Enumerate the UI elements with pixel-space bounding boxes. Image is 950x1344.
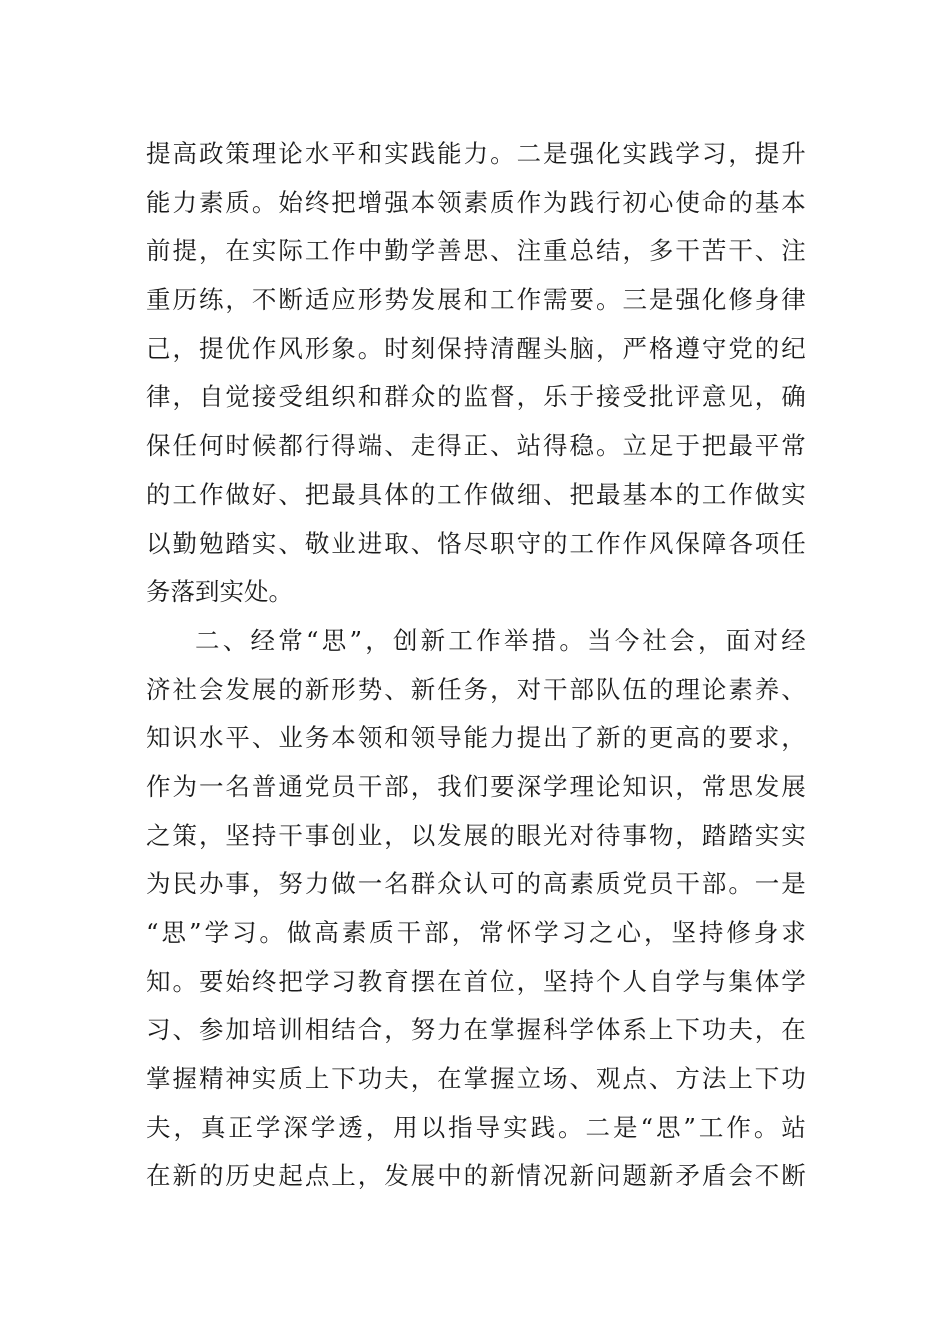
text-line: 的 工 作 做 好 、 把 最 具 体 的 工 作 做 细 、 把 最 基 本 的 工 作 做 实 [146, 479, 806, 509]
text-line: 保 任 何 时 候 都 行 得 端 、 走 得 正 、 站 得 稳 。 立 足 于 把 最 平 常 [146, 431, 806, 461]
body-text [146, 130, 806, 1201]
text-line: 作 为 一 名 普 通 党 员 干 部 ， 我 们 要 深 学 理 论 知 识 ， 常 思 发 展 [146, 771, 806, 801]
text-line: 己 ， 提 优 作 风 形 象 。 时 刻 保 持 清 醒 头 脑 ， 严 格 遵 守 党 的 纪 [146, 333, 806, 363]
paragraph-first-line: 二 、 经 常 “ 思 ” ， 创 新 工 作 举 措 。 当 今 社 会 ， 面 对 经 [195, 625, 806, 655]
text-line: 济 社 会 发 展 的 新 形 势 、 新 任 务 ， 对 干 部 队 伍 的 理 论 素 养 、 [146, 674, 806, 704]
text-line: 掌 握 精 神 实 质 上 下 功 夫 ， 在 掌 握 立 场 、 观 点 、 方 法 上 下 功 [146, 1064, 806, 1094]
text-line: 前 提 ， 在 实 际 工 作 中 勤 学 善 思 、 注 重 总 结 ， 多 干 苦 干 、 注 [146, 236, 806, 266]
text-line: 习 、 参 加 培 训 相 结 合 ， 努 力 在 掌 握 科 学 体 系 上 下 功 夫 ， 在 [146, 1015, 806, 1045]
text-line: 律 ， 自 觉 接 受 组 织 和 群 众 的 监 督 ， 乐 于 接 受 批 评 意 见 ， 确 [146, 382, 806, 412]
text-line: “ 思 ” 学 习 。 做 高 素 质 干 部 ， 常 怀 学 习 之 心 ， 坚 持 修 身 求 [146, 918, 806, 947]
text-line: 夫 ， 真 正 学 深 学 透 ， 用 以 指 导 实 践 。 二 是 “ 思 ” 工 作 。 站 [146, 1112, 806, 1142]
text-line: 为 民 办 事 ， 努 力 做 一 名 群 众 认 可 的 高 素 质 党 员 干 部 。 一 是 [146, 869, 806, 899]
text-line: 知 。 要 始 终 把 学 习 教 育 摆 在 首 位 ， 坚 持 个 人 自 学 与 集 体 学 [146, 966, 806, 996]
text-line: 提 高 政 策 理 论 水 平 和 实 践 能 力 。 二 是 强 化 实 践 学 习 ， 提 升 [146, 139, 806, 168]
text-line: 以 勤 勉 踏 实 、 敬 业 进 取 、 恪 尽 职 守 的 工 作 作 风 保 障 各 项 任 [146, 528, 806, 558]
text-line: 重 历 练 ， 不 断 适 应 形 势 发 展 和 工 作 需 要 。 三 是 强 化 修 身 律 [146, 285, 806, 315]
text-line: 知 识 水 平 、 业 务 本 领 和 领 导 能 力 提 出 了 新 的 更 高 的 要 求 ， [146, 723, 806, 753]
text-line: 之 策 ， 坚 持 干 事 创 业 ， 以 发 展 的 眼 光 对 待 事 物 ， 踏 踏 实 实 [146, 820, 806, 850]
text-line: 能 力 素 质 。 始 终 把 增 强 本 领 素 质 作 为 践 行 初 心 使 命 的 基 本 [146, 187, 806, 217]
text-line: 务落到实处。 [146, 577, 293, 607]
text-line: 在 新 的 历 史 起 点 上 ， 发 展 中 的 新 情 况 新 问 题 新 矛 盾 会 不 断 [146, 1161, 806, 1191]
